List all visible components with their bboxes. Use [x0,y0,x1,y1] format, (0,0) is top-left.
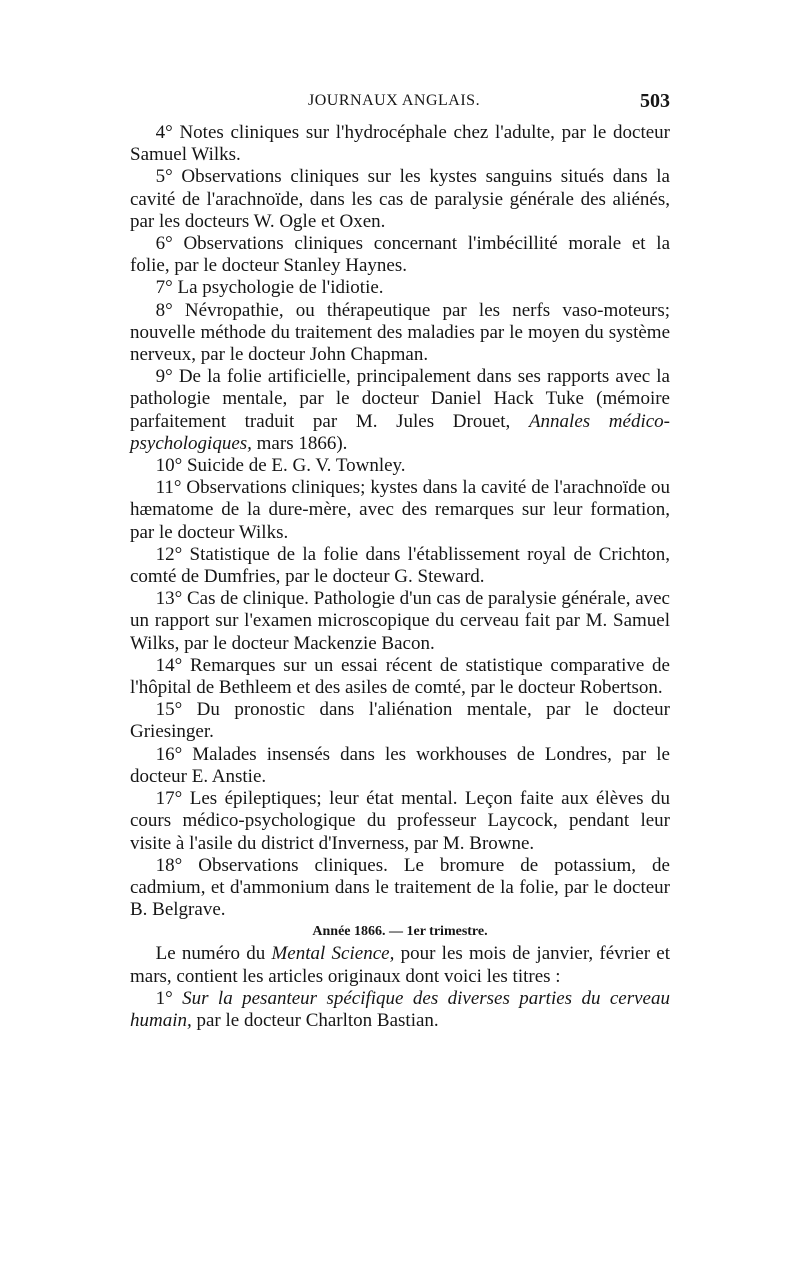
entry-15: 15° Du pronostic dans l'aliénation mentale, par le docteur Griesinger. [130,699,670,743]
article-1 [130,988,670,1032]
entry-17: 17° Les épileptiques; leur état mental. Leçon faite aux élèves du cours médico-psychologique du professeur Laycock, pendant leur visite à l'asile du district d'Inverness, par M. Browne. [130,788,670,854]
intro-text-end: pour les mois de janvier, février et mars, contient les articles originaux dont voici les titres : [130,943,670,987]
entry-18: 18° Observations cliniques. Le bromure de potassium, de cadmium, et d'ammonium dans le traitement de la folie, par le docteur B. Belgrave. [130,854,670,921]
entry-10: 10° Suicide de E. G. V. Townley. [155,455,406,477]
page-body [130,122,670,1032]
entry-9 [130,366,670,455]
entry-4: 4° Notes cliniques sur l'hydrocéphale chez l'adulte, par le docteur Samuel Wilks. [130,122,670,166]
entry-12: 12° Statistique de la folie dans l'établissement royal de Crichton, comté de Dumfries, par le docteur G. Steward. [130,543,670,588]
year-heading: Année 1866. — 1er trimestre. [312,924,488,940]
entry-16: 16° Malades insensés dans les workhouses de Londres, par le docteur E. Anstie. [130,743,670,787]
intro-journal-title: Mental Science, [271,943,395,965]
article-1-author: par le docteur Charlton Bastian. [191,1009,439,1031]
intro-paragraph [130,943,670,987]
entry-13: 13° Cas de clinique. Pathologie d'un cas de paralysie générale, avec un rapport sur l'examen microscopique du cerveau fait par M. Samuel Wilks, par le docteur Mackenzie Bacon. [130,588,670,654]
entry-11: 11° Observations cliniques; kystes dans la cavité de l'arachnoïde ou hæmatome de la dure-mère, avec des remarques sur leur formation, par le docteur Wilks. [130,477,670,543]
entry-8: 8° Névropathie, ou thérapeutique par les nerfs vaso-moteurs; nouvelle méthode du traitement des maladies par le moyen du système nerveux, par le docteur John Chapman. [130,299,670,366]
article-1-title: Sur la pesanteur spécifique des diverses parties du cerveau humain, [130,987,670,1031]
entry-9-text: 9° De la folie artificielle, principalement dans ses rapports avec la pathologie mentale, par le docteur Daniel Hack Tuke (mémoire parfaitement traduit par M. Jules Drouet, [130,366,670,432]
entry-14: 14° Remarques sur un essai récent de statistique comparative de l'hôpital de Bethleem et des asiles de comté, par le docteur Robertson. [130,654,670,699]
entry-7: 7° La psychologie de l'idiotie. [155,277,384,299]
entry-9-journal-title: Annales médico-psychologiques, [130,410,670,454]
entry-6: 6° Observations cliniques concernant l'imbécillité morale et la folie, par le docteur Stanley Haynes. [130,233,670,277]
entry-9-date: mars 1866). [251,432,348,454]
page-number: 503 [640,90,670,112]
article-1-number: 1° [155,987,183,1009]
intro-text-start: Le numéro du [155,943,272,965]
entry-5: 5° Observations cliniques sur les kystes sanguins situés dans la cavité de l'arachnoïde, dans les cas de paralysie générale des aliénés, par les docteurs W. Ogle et Oxen. [130,166,670,232]
page-header [130,92,670,118]
running-title: JOURNAUX ANGLAIS. [308,92,481,109]
